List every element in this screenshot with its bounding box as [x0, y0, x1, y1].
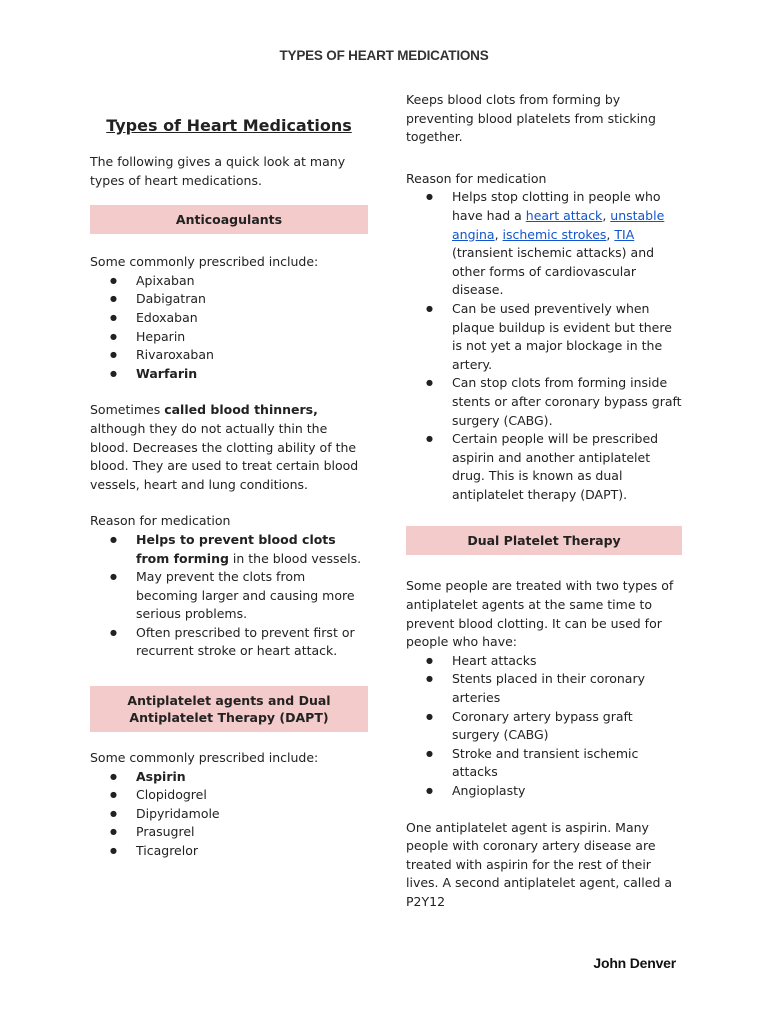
reason-text: Helps stop clotting in people who have had a — [452, 189, 661, 223]
anticoagulants-drug-list — [90, 272, 368, 384]
list-item: ● Warfarin — [136, 365, 368, 384]
list-item: ● Ticagrelor — [136, 842, 368, 861]
list-item: ● Edoxaban — [136, 309, 368, 328]
separator-text: , — [602, 207, 611, 223]
anticoagulants-list-intro: Some commonly prescribed include: — [90, 254, 319, 270]
anticoagulants-description — [90, 401, 368, 494]
list-item: ● Apixaban — [136, 272, 368, 291]
antiplatelet-list-intro: Some commonly prescribed include: — [90, 750, 319, 766]
reason-text: in the blood vessels. — [228, 550, 362, 566]
heart-attack-link[interactable]: heart attack — [525, 207, 603, 223]
separator-text: , — [606, 226, 615, 242]
footer-author: John Denver — [593, 955, 676, 971]
anticoagulants-reason-label: Reason for medication — [90, 513, 231, 529]
anticoagulants-heading: Anticoagulants — [90, 205, 368, 234]
antiplatelet-reason-label: Reason for medication — [406, 170, 547, 186]
right-column — [406, 91, 682, 912]
list-item: ● Stroke and transient ischemic attacks — [452, 745, 682, 782]
antiplatelet-drug-list — [90, 768, 368, 861]
reason-bold-text: Helps to prevent blood clots from forming — [136, 531, 336, 566]
list-item: ● Stents placed in their coronary arteries — [452, 670, 682, 707]
antiplatelet-reason-list — [406, 188, 682, 504]
list-item: ● Certain people will be prescribed aspirin and another antiplatelet drug. This is known as dual antiplatelet therapy (DAPT). — [452, 430, 682, 504]
list-item: ● May prevent the clots from becoming larger and causing more serious problems. — [136, 568, 368, 624]
anticoagulants-reason-list — [90, 531, 368, 661]
ischemic-strokes-link[interactable]: ischemic strokes — [502, 226, 607, 242]
tia-link[interactable]: TIA — [614, 226, 635, 242]
dual-therapy-condition-list — [406, 652, 682, 801]
desc-text: although they do not actually thin the blood. Decreases the clotting ability of the blood. They are used to treat certain blood vessels, heart and lung conditions. — [90, 420, 359, 492]
antiplatelet-heading: Antiplatelet agents and Dual Antiplatelet Therapy (DAPT) — [90, 686, 368, 732]
document-title: Types of Heart Medications — [106, 116, 352, 135]
list-item: ● Angioplasty — [452, 782, 682, 801]
list-item: ● Can stop clots from forming inside stents or after coronary bypass graft surgery (CABG). — [452, 374, 682, 430]
list-item: ● Coronary artery bypass graft surgery (CABG) — [452, 708, 682, 745]
desc-text: Sometimes — [90, 402, 165, 418]
reason-text: (transient ischemic attacks) and other forms of cardiovascular disease. — [452, 245, 655, 298]
intro-paragraph: The following gives a quick look at many types of heart medications. — [90, 154, 346, 188]
list-item: ● Heparin — [136, 328, 368, 347]
list-item: ● Prasugrel — [136, 823, 368, 842]
antiplatelet-description: Keeps blood clots from forming by preventing blood platelets from sticking together. — [406, 92, 656, 145]
unstable-angina-link[interactable]: unstable angina — [452, 207, 665, 242]
dual-platelet-therapy-heading: Dual Platelet Therapy — [406, 526, 682, 555]
list-item — [452, 188, 682, 300]
list-item: ● Heart attacks — [452, 652, 682, 671]
list-item: ● Dipyridamole — [136, 805, 368, 824]
list-item — [136, 531, 368, 568]
left-column — [90, 115, 368, 861]
separator-text: , — [494, 226, 503, 242]
list-item: ● Clopidogrel — [136, 786, 368, 805]
dual-therapy-closing: One antiplatelet agent is aspirin. Many people with coronary artery disease are treated with aspirin for the rest of their lives. A second antiplatelet agent, called a P2Y12 — [406, 819, 673, 909]
dual-therapy-intro: Some people are treated with two types of antiplatelet agents at the same time to prevent blood clotting. It can be used for people who have: — [406, 578, 674, 650]
desc-bold-text: called blood thinners, — [164, 402, 318, 418]
list-item: ● Dabigatran — [136, 290, 368, 309]
list-item: ● Can be used preventively when plaque buildup is evident but there is not yet a major blockage in the artery. — [452, 300, 682, 374]
list-item: ● Aspirin — [136, 768, 368, 787]
page-header: TYPES OF HEART MEDICATIONS — [279, 48, 489, 63]
list-item: ● Often prescribed to prevent first or recurrent stroke or heart attack. — [136, 624, 368, 661]
list-item: ● Rivaroxaban — [136, 346, 368, 365]
